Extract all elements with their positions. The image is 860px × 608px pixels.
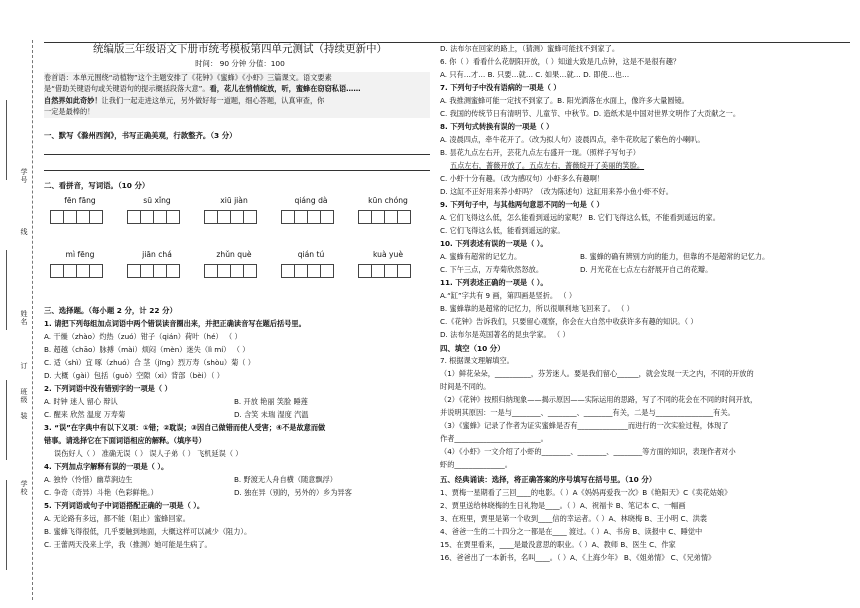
pinyin-label: sū xǐng: [143, 196, 171, 205]
writing-cell[interactable]: [384, 264, 398, 278]
pinyin-label: qián tú: [297, 250, 325, 259]
q8-option-a[interactable]: A. 凌晨四点，牵牛花开了。（改为拟人句）凌晨四点，牵牛花吹起了紫色的小喇叭。: [440, 135, 705, 144]
q10-option-c[interactable]: C. 下午三点，万寿菊欣然怒放。: [440, 265, 544, 274]
writing-cell[interactable]: [127, 264, 141, 278]
writing-grid[interactable]: [204, 210, 256, 224]
writing-line[interactable]: [44, 170, 430, 171]
writing-cell[interactable]: [153, 210, 167, 224]
writing-line[interactable]: [44, 154, 430, 155]
q10-option-b[interactable]: B. 蜜蜂的确有辨别方向的能力，但靠的不是超常的记忆力。: [580, 252, 770, 261]
writing-cell[interactable]: [76, 264, 90, 278]
intro-box: [44, 72, 430, 118]
writing-cell[interactable]: [307, 264, 321, 278]
intro-line: 一定是最棒的！: [44, 107, 95, 117]
fill-blank-2-cont[interactable]: 并说明其原因：一是与________、________、________有关，二是与________________有关。: [440, 408, 735, 417]
writing-cell[interactable]: [89, 264, 103, 278]
section-4-heading: 四、填空（10 分）: [440, 344, 505, 353]
writing-cell[interactable]: [358, 264, 372, 278]
fill-line-banji: [6, 380, 7, 460]
binding-margin: [0, 40, 48, 600]
writing-cell[interactable]: [371, 210, 385, 224]
q1-option-d[interactable]: D. 大概（gài）包括（guò）空隙（xì）背部（bèi）（ ）: [44, 371, 224, 380]
writing-cell[interactable]: [140, 210, 154, 224]
fill-blank-1[interactable]: （1）鲜花朵朵，__________，芬芳迷人。要是我们留心______，就会发现一天之内，不同的开放的: [440, 369, 754, 378]
writing-cell[interactable]: [230, 210, 244, 224]
reading-question[interactable]: 1、贾梅一星期看了三回____的电影。（ ）A《妈妈再爱我一次》B《艳阳天》C《卖花姑娘》: [440, 488, 732, 497]
question-3: 3. “误”在字典中有以下义项：①错；②耽误；③因自己做错而使人受害；④不是故意而做: [44, 423, 326, 432]
writing-cell[interactable]: [50, 210, 64, 224]
section-4-instruction: 7. 根据课文理解填空。: [440, 356, 514, 365]
fill-blank-3[interactable]: （3）《蜜蜂》记录了作者为证实蜜蜂是否有______________而进行的一次实验过程，体现了: [440, 421, 729, 430]
q1-option-a[interactable]: A. 干燥（zhào）灼热（zuó）钳子（qián）荷叶（hé） （ ）: [44, 332, 242, 341]
writing-grid[interactable]: [127, 264, 179, 278]
margin-label-banji: 班级: [20, 388, 28, 404]
q5-option-d[interactable]: D. 法布尔在回家的路上，（猜测）蜜蜂可能找不到家了。: [440, 44, 620, 53]
writing-grid[interactable]: [281, 264, 333, 278]
q8-option-d[interactable]: D. 这缸不正好用来养小虾吗？（改为陈述句）这缸用来养小鱼小虾不好。: [440, 187, 673, 196]
margin-label-xian: 线: [20, 228, 28, 236]
fill-blank-2: （2）《花钟》按照归纳现象——揭示原因——实际运用的思路，写了不同的花会在不同的时间开放，: [440, 395, 758, 404]
question-3-cont: 错事。请选择它在下面词语相应的解释。（填序号）: [44, 436, 206, 445]
writing-grid[interactable]: [127, 210, 179, 224]
fill-blank-4-cont[interactable]: 虾的______________。: [440, 460, 512, 469]
q10-option-a[interactable]: A. 蜜蜂有超常的记忆力。: [440, 252, 522, 261]
q11-option-c[interactable]: C.《花钟》告诉我们，只要留心观察，你会在大自然中收获许多有趣的知识。（ ）: [440, 317, 698, 326]
question-4: 4. 下列加点字解释有误的一项是（ ）。: [44, 462, 169, 471]
q4-option-d[interactable]: D. 独在异（别的，另外的）乡为异客: [234, 488, 352, 497]
writing-cell[interactable]: [63, 264, 77, 278]
writing-cell[interactable]: [320, 210, 334, 224]
question-11: 11. 下列表述正确的一项是（ ）。: [440, 278, 548, 287]
writing-cell[interactable]: [294, 264, 308, 278]
q2-option-b[interactable]: B. 开放 艳丽 笑脸 睡莲: [234, 397, 308, 406]
writing-cell[interactable]: [63, 210, 77, 224]
question-5: 5. 下列词语或句子中词语搭配正确的一项是（ ）。: [44, 501, 205, 510]
fill-line-xuexiao: [6, 480, 7, 570]
q10-option-d[interactable]: D. 月光花在七点左右舒展开自己的花瓣。: [580, 265, 713, 274]
q5-option-a[interactable]: A. 无论路有多远，都不能（阻止）蜜蜂回家。: [44, 514, 190, 523]
writing-cell[interactable]: [281, 264, 295, 278]
writing-grid[interactable]: [50, 210, 102, 224]
section-1-heading: 一、默写《滁州西涧》，书写正确美观，行款整齐。（3 分）: [44, 131, 237, 140]
q1-option-c[interactable]: C. 适（shì）宜 啄（zhuó）合 茎（jīng）烈万寿（shòu）菊（ ）: [44, 358, 255, 367]
writing-cell[interactable]: [217, 210, 231, 224]
q2-option-d[interactable]: D. 含笑 未瑞 湿度 汽温: [234, 410, 309, 419]
writing-cell[interactable]: [243, 210, 257, 224]
reading-question[interactable]: 4、爸爸一生的二十四分之一都是在____ 渡过。（ ）A、书房 B、读报中 C、睡觉中: [440, 527, 703, 536]
q1-option-b[interactable]: B. 超越（chāo）脉搏（mài）烦闷（mèn）迷失（lì mí） （ ）: [44, 345, 250, 354]
margin-label-zhuang: 装: [20, 412, 28, 420]
writing-cell[interactable]: [140, 264, 154, 278]
margin-label-xuehao: 学号: [20, 168, 28, 184]
q4-option-c[interactable]: C. 争奇（奇异）斗艳（色彩鲜艳。）: [44, 488, 158, 497]
question-1: 1. 请把下列每组加点词语中两个错误读音圈出来，并把正确读音写在题后括号里。: [44, 319, 306, 328]
pinyin-label: kuà yuè: [372, 250, 404, 259]
writing-cell[interactable]: [281, 210, 295, 224]
writing-cell[interactable]: [320, 264, 334, 278]
q2-option-a[interactable]: A. 时钟 迷人 留心 辩认: [44, 397, 118, 406]
writing-cell[interactable]: [397, 210, 411, 224]
writing-cell[interactable]: [166, 210, 180, 224]
section-5-heading: 五、经典诵读：选择，将正确答案的序号填写在括号里。（10 分）: [440, 475, 657, 484]
q6-options[interactable]: A. 只有…才… B. 只要…就… C. 如果…就… D. 即使…也…: [440, 70, 630, 79]
writing-cell[interactable]: [76, 210, 90, 224]
writing-grid[interactable]: [281, 210, 333, 224]
intro-line: 卷首语：本单元围绕“动植物”这个主题安排了《花钟》《蜜蜂》《小虾》三篇课文。语文要素: [44, 73, 332, 82]
writing-cell[interactable]: [307, 210, 321, 224]
pinyin-label: xiū jiàn: [220, 196, 248, 205]
fill-blank-4[interactable]: （4）《小虾》一文介绍了小虾的________、________、________等方面的知识，表现作者对小: [440, 447, 736, 456]
q8-option-b[interactable]: B. 昙花九点左右开，芸花九点左右盛开一现。（照样子写句子）: [440, 148, 640, 157]
question-6: 6. 你（ ）看看什么花朝阳开放，（ ）知道大致是几点钟，这是不是很有趣？: [440, 57, 681, 66]
pinyin-label: zhǔn què: [216, 250, 252, 259]
q11-option-d[interactable]: D. 法布尔是英国著名的昆虫学家。 （ ）: [440, 330, 570, 339]
q8-option-b-example: 五点左右，蔷薇开放了。五点左右，蔷薇绽开了美丽的笑脸。: [450, 161, 645, 170]
section-2-heading: 二、看拼音，写词语。（10 分）: [44, 181, 150, 190]
writing-cell[interactable]: [204, 210, 218, 224]
reading-question[interactable]: 16、爸爸出了一本新书，名叫____。（ ）A、《上海少年》 B、《姐弟情》 C、《兄弟情》: [440, 553, 716, 562]
binding-dashed-line: [32, 40, 33, 600]
exam-title: 统编版三年级语文下册市统考模板第四单元测试（持续更新中）: [93, 43, 387, 55]
q7-option-cd[interactable]: C. 我国的传统节日有清明节、儿童节、中秋节。D. 造纸术是中国对世界文明作了大贡献之一。: [440, 109, 741, 118]
margin-label-ding: 订: [20, 362, 28, 370]
writing-grid[interactable]: [204, 264, 256, 278]
writing-cell[interactable]: [294, 210, 308, 224]
q5-option-c[interactable]: C. 王蕾两天没来上学，我（推测）她可能是生病了。: [44, 540, 212, 549]
writing-cell[interactable]: [230, 264, 244, 278]
fill-line-xingming: [6, 250, 7, 330]
q4-option-b[interactable]: B. 野渡无人舟自横（随意飘浮）: [234, 475, 337, 484]
intro-text: 让我们一起走进这单元，另外做好每一道题，细心答题，认真审查，你: [101, 95, 325, 105]
writing-cell[interactable]: [89, 210, 103, 224]
reading-question[interactable]: 15、在贾里看来，____是最没意思的职业。（ ）A、教师 B、医生 C、作家: [440, 540, 676, 549]
writing-cell[interactable]: [166, 264, 180, 278]
question-7: 7. 下列句子中没有语病的一项是（ ）: [440, 83, 561, 92]
writing-cell[interactable]: [384, 210, 398, 224]
q4-option-a[interactable]: A. 独怜（怜惜）幽草涧边生: [44, 475, 133, 484]
q8-option-c[interactable]: C. 小虾十分有趣。（改为感叹句）小虾多么有趣啊！: [440, 174, 605, 183]
fill-blank-3-cont[interactable]: 作者________________________。: [440, 434, 548, 443]
pinyin-label: kūn chóng: [368, 196, 408, 205]
writing-cell[interactable]: [50, 264, 64, 278]
writing-cell[interactable]: [217, 264, 231, 278]
writing-cell[interactable]: [371, 264, 385, 278]
question-8: 8. 下列句式转换有误的一项是（ ）: [440, 122, 554, 131]
q11-option-b[interactable]: B. 蜜蜂靠的是超常的记忆力，所以很顺利地飞回来了。 （ ）: [440, 304, 634, 313]
question-10: 10. 下列表述有误的一项是（ ）。: [440, 239, 548, 248]
writing-cell[interactable]: [204, 264, 218, 278]
fill-line-xuehao: [6, 100, 7, 180]
q11-option-a[interactable]: A.“缸”字共有 9 画，第四画是竖折。 （ ）: [440, 291, 577, 300]
section-3-heading: 三、选择题。（每小题 2 分，计 22 分）: [44, 306, 177, 315]
q3-blanks[interactable]: 误伤好人（ ） 准确无误（ ） 误人子弟（ ） 飞机延误（ ）: [54, 449, 243, 458]
intro-line: [44, 95, 430, 106]
writing-cell[interactable]: [127, 210, 141, 224]
fill-blank-1-cont: 时间是不同的。: [440, 382, 491, 391]
q9-option-c[interactable]: C. 它们飞得这么低，能看到遥远的家。: [440, 226, 565, 235]
writing-grid[interactable]: [358, 264, 410, 278]
reading-question[interactable]: 3、在班里，贾里是第一个收到____信的幸运者。（ ）A、林晓梅 B、王小明 C、洪裳: [440, 514, 708, 523]
writing-grid[interactable]: [358, 210, 410, 224]
q2-option-c[interactable]: C. 醒来 欣然 温度 万寿菊: [44, 410, 126, 419]
intro-text: 是“借助关键语句或关键语句的提示概括段落大意”。: [44, 84, 210, 94]
margin-label-xuexiao: 学校: [20, 480, 28, 496]
q5-option-b[interactable]: B. 蜜蜂飞得很低，几乎要触到地面，大概这样可以减少（阻力）。: [44, 527, 252, 536]
writing-cell[interactable]: [243, 264, 257, 278]
writing-cell[interactable]: [153, 264, 167, 278]
margin-label-xingming: 姓名: [20, 310, 28, 326]
pinyin-label: qiáng dà: [294, 196, 328, 205]
pinyin-label: mì fēng: [65, 250, 95, 259]
writing-grid[interactable]: [50, 264, 102, 278]
exam-meta: 时间： 90 分钟 分值：100: [195, 59, 285, 68]
question-9: 9. 下列句子中，与其他两句意思不同的一句是（ ）: [440, 200, 604, 209]
intro-line: [44, 83, 430, 94]
q7-option-ab[interactable]: A. 我推测蜜蜂可能一定找不到家了。B. 阳光洒落在水面上，像许多大量圆镜。: [440, 96, 689, 105]
intro-text-bold: 自然界如此奇妙！: [44, 95, 102, 105]
pinyin-label: fēn fāng: [64, 196, 96, 205]
q9-option-ab[interactable]: A. 它们飞得这么低，怎么能看到遥远的家呢？ B. 它们飞得这么低，不能看到遥远的家。: [440, 213, 720, 222]
reading-question[interactable]: 2、贾里送给林晓梅的生日礼物是____。（ ）A、祝福卡 B、笔记本 C、一幅画: [440, 501, 686, 510]
writing-cell[interactable]: [397, 264, 411, 278]
writing-cell[interactable]: [358, 210, 372, 224]
question-2: 2. 下列词语中没有错别字的一项是（ ）: [44, 384, 172, 393]
pinyin-label: jiān chá: [142, 250, 172, 259]
intro-text-bold: 看，花儿在悄悄绽放，听，蜜蜂在窃窃私语……: [209, 84, 361, 94]
